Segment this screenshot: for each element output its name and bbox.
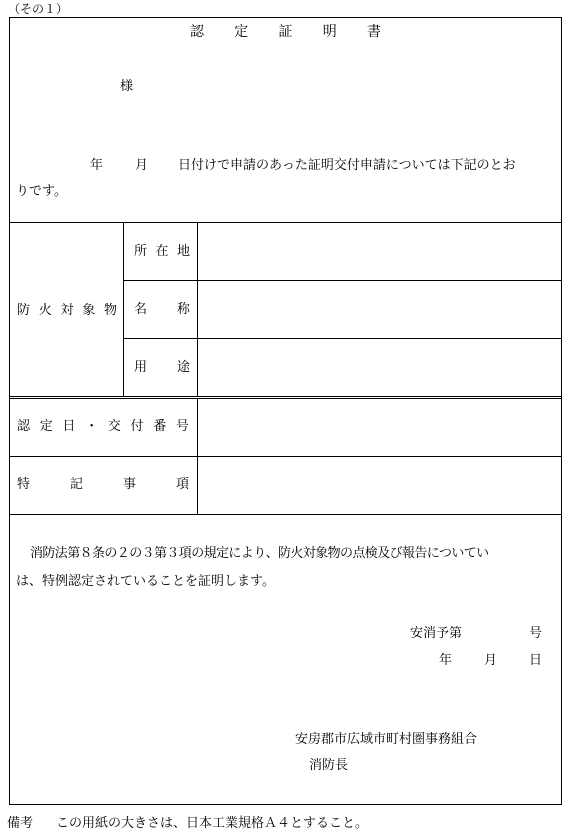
intro-month: 月	[135, 158, 149, 173]
label-char: 在	[155, 244, 169, 259]
row-divider	[9, 398, 562, 399]
intro-year: 年	[90, 158, 104, 173]
label-char: 特	[17, 477, 31, 492]
object-label-divider	[123, 222, 124, 397]
label-char: 付	[130, 419, 144, 434]
label-char: 所	[134, 244, 148, 259]
label-char: 交	[107, 419, 121, 434]
certificate-frame	[9, 17, 562, 805]
label-char: 事	[122, 477, 136, 492]
intro-text-line2: りです。	[16, 184, 67, 199]
label-char: ・	[85, 419, 99, 434]
label-char: 対	[60, 303, 74, 318]
issue-day: 日	[529, 653, 543, 668]
remarks-text: この用紙の大きさは、日本工業規格Ａ４とすること。	[56, 816, 369, 831]
row-divider	[9, 514, 562, 515]
row-divider	[123, 280, 562, 281]
statement-line1: 消防法第８条の２の３第３項の規定により、防火対象物の点検及び報告についてい	[30, 546, 489, 561]
addressee-suffix: 様	[120, 79, 134, 94]
location-label	[134, 245, 190, 258]
label-char: 号	[175, 419, 189, 434]
issue-number-prefix: 安消予第	[410, 626, 463, 641]
fire-prevention-object-label	[17, 304, 117, 317]
title-char: 証	[278, 24, 293, 40]
label-char: 定	[39, 419, 53, 434]
certification-date-number-label	[17, 420, 189, 433]
issue-number-suffix: 号	[529, 626, 543, 641]
label-char: 日	[62, 419, 76, 434]
title-char: 認	[190, 24, 204, 40]
form-number: （その１）	[8, 2, 69, 16]
table-top-border	[9, 222, 562, 223]
title-char: 定	[234, 24, 249, 40]
label-char: 称	[176, 302, 190, 317]
remarks-label: 備考	[7, 816, 34, 831]
issuer-organization: 安房郡市広域市町村圏事務組合	[295, 732, 478, 747]
label-char: 番	[153, 419, 167, 434]
title-char: 書	[367, 24, 381, 40]
row-divider	[9, 396, 562, 397]
certificate-title	[190, 25, 381, 39]
row-divider	[123, 338, 562, 339]
label-char: 認	[17, 419, 31, 434]
label-char: 名	[134, 302, 148, 317]
label-char: 記	[69, 477, 83, 492]
title-char: 明	[322, 24, 337, 40]
label-char: 地	[176, 244, 190, 259]
statement-line2: は、特例認定されていることを証明します。	[16, 574, 275, 589]
issuer-title: 消防長	[309, 758, 349, 773]
field-label-divider	[197, 222, 198, 397]
label-char: 用	[134, 360, 148, 375]
usage-label	[134, 361, 190, 374]
label-char: 物	[103, 303, 117, 318]
special-notes-label	[17, 478, 189, 491]
label-char: 火	[38, 303, 52, 318]
row-divider	[9, 456, 562, 457]
issue-year: 年	[439, 653, 453, 668]
label-char: 項	[175, 477, 189, 492]
label-char: 途	[176, 360, 190, 375]
label-char: 防	[17, 303, 31, 318]
issue-month: 月	[484, 653, 498, 668]
label-char: 象	[82, 303, 96, 318]
intro-text-line1: 日付けで申請のあった証明交付申請については下記のとお	[178, 158, 516, 173]
name-label	[134, 303, 190, 316]
